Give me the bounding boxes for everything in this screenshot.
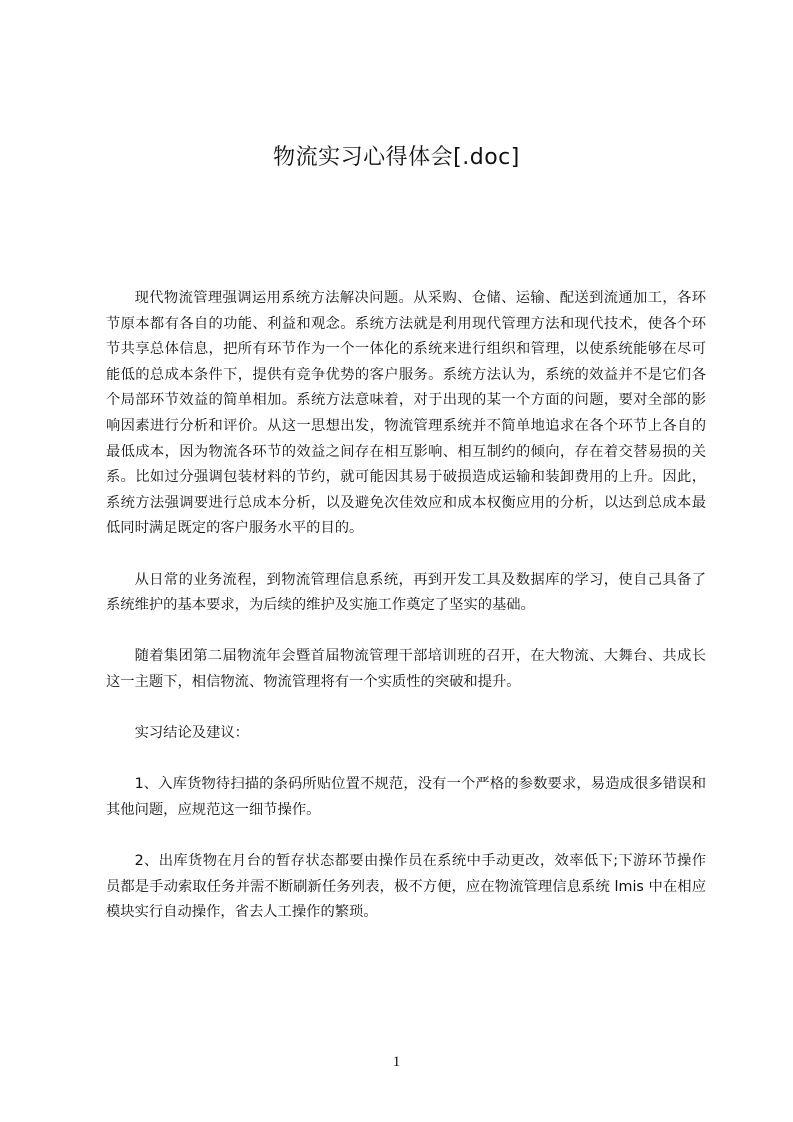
page-number: 1	[392, 1054, 401, 1070]
paragraph-annual-meeting: 随着集团第二届物流年会暨首届物流管理干部培训班的召开，在大物流、大舞台、共成长这一主题下，相信物流、物流管理将有一个实质性的突破和提升。	[106, 648, 706, 690]
paragraph-conclusion-heading: 实习结论及建议：	[134, 725, 249, 742]
document-title: 物流实习心得体会[.doc]	[273, 145, 520, 170]
paragraph-suggestion-1: 1、入库货物待扫描的条码所贴位置不规范，没有一个严格的参数要求，易造成很多错误和其他问题，应规范这一细节操作。	[106, 776, 706, 818]
paragraph-systems-method: 现代物流管理强调运用系统方法解决问题。从采购、仓储、运输、配送到流通加工，各环节原本都有各自的功能、利益和观念。系统方法就是利用现代管理方法和现代技术，使各个环节共享总体信息，把所有环节作为一个一体化的系统来进行组织和管理，以使系统能够在尽可能低的总成本条件下，提供有竞争优势的客户服务。系统方法认为，系统的效益并不是它们各个局部环节效益的简单相加。系统方法意味着，对于出现的某一个方面的问题，要对全部的影响因素进行分析和评价。从这一思想出发，物流管理系统并不简单地追求在各个环节上各自的最低成本，因为物流各环节的效益之间存在相互影响、相互制约的倾向，存在着交替易损的关系。比如过分强调包装材料的节约，就可能因其易于破损造成运输和装卸费用的上升。因此，系统方法强调要进行总成本分析，以及避免次佳效应和成本权衡应用的分析，以达到总成本最低同时满足既定的客户服务水平的目的。	[106, 290, 706, 537]
paragraph-learning: 从日常的业务流程，到物流管理信息系统，再到开发工具及数据库的学习，使自己具备了系统维护的基本要求，为后续的维护及实施工作奠定了坚实的基础。	[106, 571, 706, 614]
paragraph-suggestion-2: 2、出库货物在月台的暂存状态都要由操作员在系统中手动更改，效率低下;下游环节操作员都是手动索取任务并需不断刷新任务列表，极不方便，应在物流管理信息系统 lmis 中在相应模块实行自动操作，省去人工操作的繁琐。	[106, 853, 706, 921]
document-body	[106, 286, 706, 951]
